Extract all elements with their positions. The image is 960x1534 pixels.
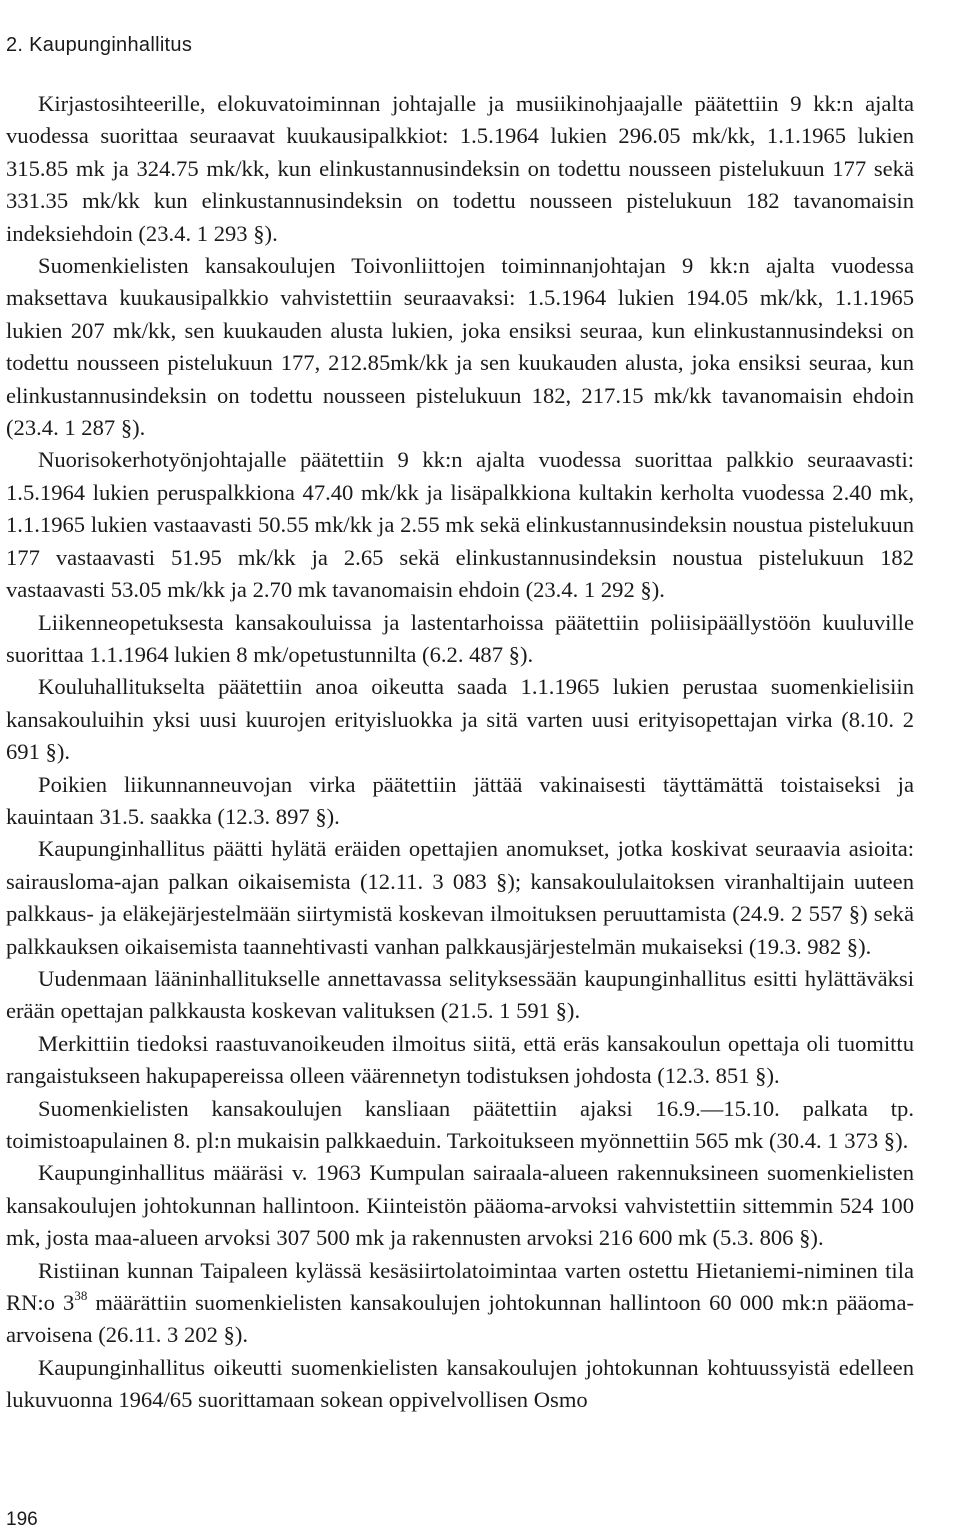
ristiina-text-after: määrättiin suomenkielisten kansakoulujen johtokunnan hallintoon 60 000 mk:n pääoma-arvoisena (26.11. 3 202 §). xyxy=(6,1290,914,1348)
paragraph-toivonliitto-fee: Suomenkielisten kansakoulujen Toivonliittojen toiminnanjohtajan 9 kk:n ajalta vuodessa maksettava kuukausipalkkio vahvistettiin seuraavaksi: 1.5.1964 lukien 194.05 mk/kk, 1.1.1965 lukien 207 mk/kk, sen kuukauden alusta lukien, joka ensiksi seuraa, kun elinkustannusindeksi on todettu nousseen pistelukuun 177, 212.85mk/kk ja sen kuukauden alusta, joka ensiksi seuraa, kun elinkustannusindeksin on todettu nousseen pistelukuun 182, 217.15 mk/kk tavanomaisin ehdoin (23.4. 1 287 §). xyxy=(6,253,914,441)
paragraph-rejected-applications: Kaupunginhallitus päätti hylätä eräiden opettajien anomukset, jotka koskivat seuraavia asioita: sairausloma-ajan palkan oikaisemista (12.11. 3 083 §); kansakoululaitoksen viranhaltijain uuteen palkkaus- ja eläkejärjestelmään siirtymistä koskevan ilmoituksen peruuttamista (24.9. 2 557 §) sekä palkkauksen oikaisemista taannehtivasti vanhan palkkausjärjestelmän mukaiseksi (19.3. 982 §). xyxy=(6,836,914,959)
paragraph-youth-club-fee: Nuorisokerhotyönjohtajalle päätettiin 9 kk:n ajalta vuodessa suorittaa palkkio seuraavasti: 1.5.1964 lukien peruspalkkiona 47.40 mk/kk ja lisäpalkkiona kultakin kerholta vuodessa 2.40 mk, 1.1.1965 lukien vastaavasti 50.55 mk/kk ja 2.55 mk sekä elinkustannusindeksin noustua pistelukuun 177 vastaavasti 51.95 mk/kk ja 2.65 sekä elinkustannusindeksin noustua pistelukuun 182 vastaavasti 53.05 mk/kk ja 2.70 mk tavanomaisin ehdoin (23.4. 1 292 §). xyxy=(6,447,914,603)
parcel-number-superscript: 38 xyxy=(74,1287,88,1303)
paragraph-county-appeal: Uudenmaan lääninhallitukselle annettavassa selityksessään kaupunginhallitus esitti hylättäväksi erään opettajan palkkausta koskevan valituksen (21.5. 1 591 §). xyxy=(6,965,914,1024)
ristiina-text-before: Ristiinan kunnan Taipaleen kylässä kesäsiirtolatoimintaa varten ostettu Hietaniemi-niminen tila RN:o 3 xyxy=(6,1257,914,1316)
section-heading: 2. Kaupunginhallitus xyxy=(6,34,193,56)
body-text xyxy=(6,88,914,1417)
paragraph-kumpula-property: Kaupunginhallitus määräsi v. 1963 Kumpulan sairaala-alueen rakennuksineen suomenkielisten kansakoulujen johtokunnan hallintoon. Kiinteistön pääoma-arvoksi vahvistettiin sittemmin 524 100 mk, josta maa-alueen arvoksi 307 500 mk ja rakennusten arvoksi 216 600 mk (5.3. 806 §). xyxy=(6,1160,914,1251)
paragraph-office-assistant: Suomenkielisten kansakoulujen kansliaan päätettiin ajaksi 16.9.—15.10. palkata tp. toimistoapulainen 8. pl:n mukaisin palkkaeduin. Tarkoitukseen myönnettiin 565 mk (30.4. 1 373 §). xyxy=(6,1095,914,1153)
paragraph-ristiina-property xyxy=(6,1255,914,1352)
paragraph-traffic-education: Liikenneopetuksesta kansakouluissa ja lastentarhoissa päätettiin poliisipäällystöön kuuluville suorittaa 1.1.1964 lukien 8 mk/opetustunnilta (6.2. 487 §). xyxy=(6,609,914,667)
paragraph-librarian-fees: Kirjastosihteerille, elokuvatoiminnan johtajalle ja musiikinohjaajalle päätettiin 9 kk:n ajalta vuodessa suorittaa seuraavat kuukausipalkkiot: 1.5.1964 lukien 296.05 mk/kk, 1.1.1965 lukien 315.85 mk ja 324.75 mk/kk, kun elinkustannusindeksin on todettu nousseen pistelukuun 177 sekä 331.35 mk/kk kun elinkustannusindeksin on todettu nousseen pistelukuun 182 tavanomaisin indeksiehdoin (23.4. 1 293 §). xyxy=(6,91,914,246)
paragraph-blind-pupil: Kaupunginhallitus oikeutti suomenkielisten kansakoulujen johtokunnan kohtuussyistä edelleen lukuvuonna 1964/65 suorittamaan sokean oppivelvollisen Osmo xyxy=(6,1354,914,1413)
paragraph-court-notice: Merkittiin tiedoksi raastuvanoikeuden ilmoitus siitä, että eräs kansakoulun opettaja oli tuomittu rangaistukseen hakupapereissa olleen väärennetyn todistuksen johdosta (12.3. 851 §). xyxy=(6,1030,914,1089)
paragraph-sports-advisor-post: Poikien liikunnanneuvojan virka päätettiin jättää vakinaisesti täyttämättä toistaiseksi ja kauintaan 31.5. saakka (12.3. 897 §). xyxy=(6,771,914,829)
paragraph-deaf-special-class: Kouluhallitukselta päätettiin anoa oikeutta saada 1.1.1965 lukien perustaa suomenkielisiin kansakouluihin yksi uusi kuurojen erityisluokka ja sitä varten uusi erityisopettajan virka (8.10. 2 691 §). xyxy=(6,674,914,765)
page-number: 196 xyxy=(6,1509,38,1530)
